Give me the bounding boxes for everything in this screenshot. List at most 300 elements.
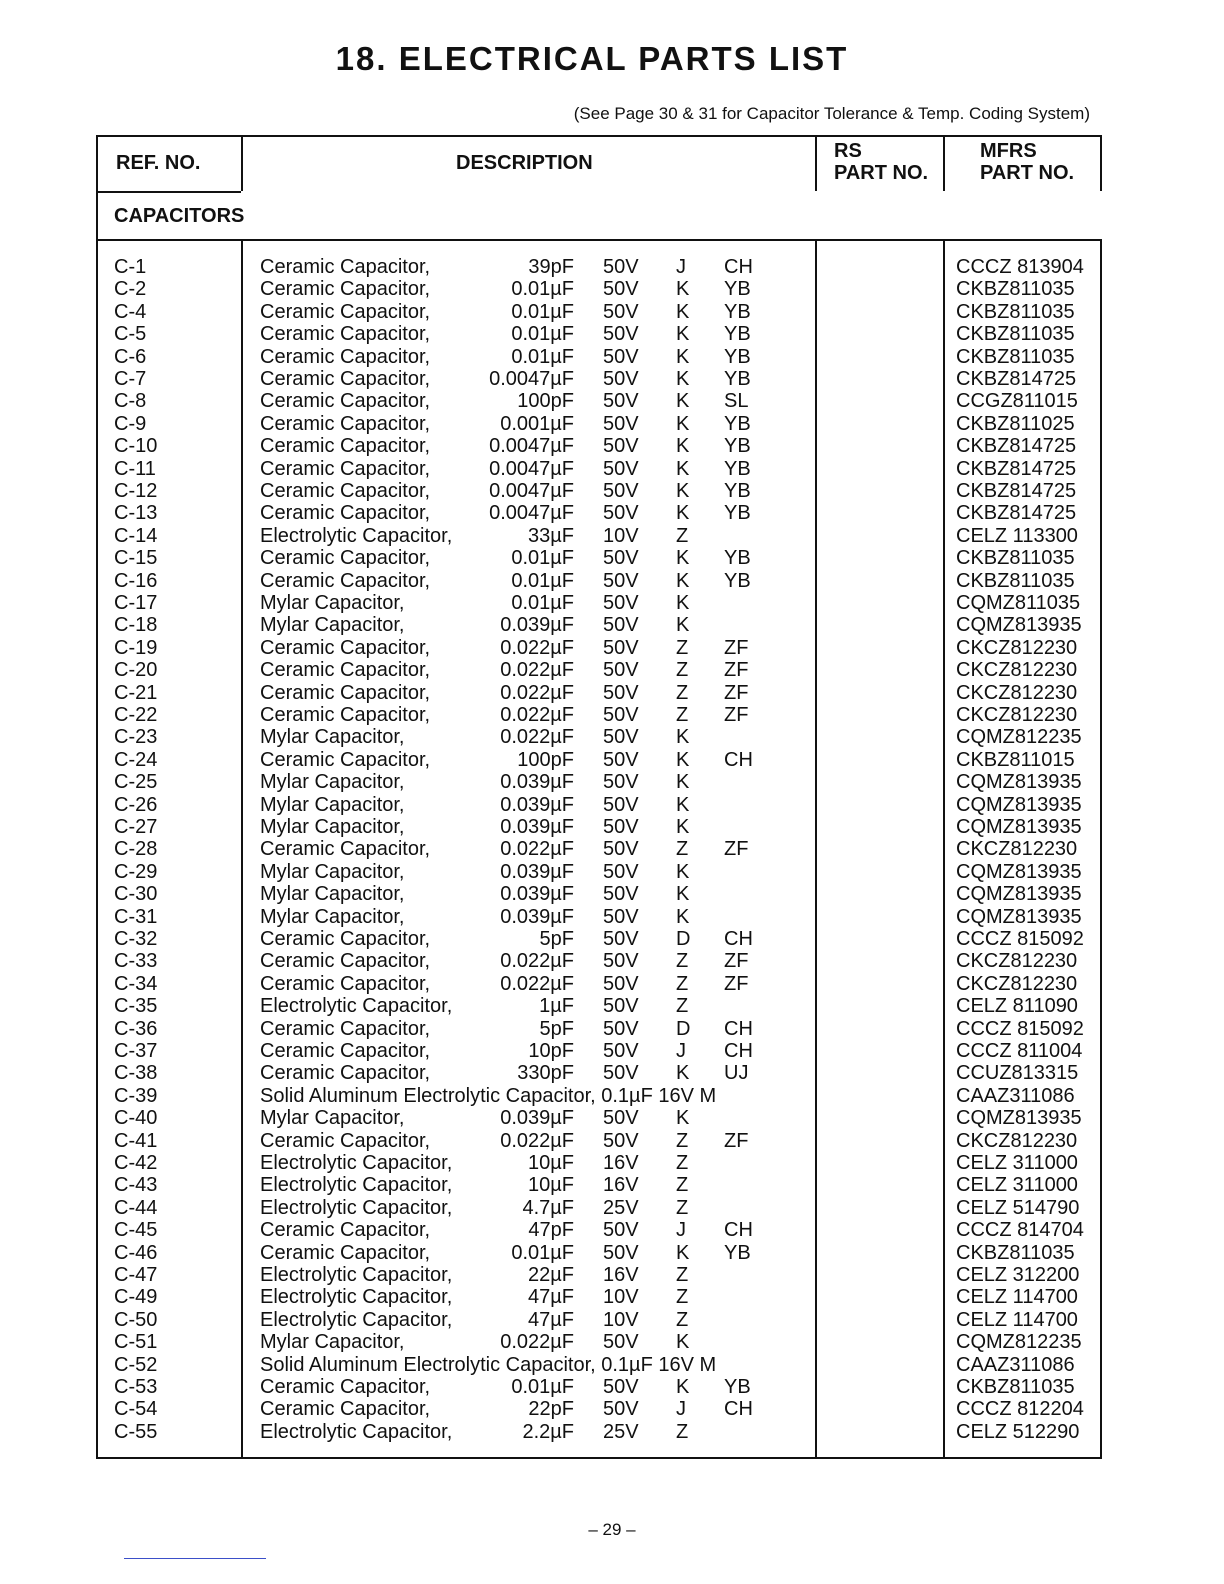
cell-voltage: 50V <box>603 704 639 726</box>
cell-tolerance: Z <box>676 1308 689 1331</box>
cell-mfrs-part-no: CELZ 514790 <box>956 1196 1080 1219</box>
cell-value: 0.039µF <box>500 883 574 906</box>
cell-value: 330pF <box>517 1062 574 1085</box>
cell-description: Mylar Capacitor, <box>260 1331 405 1354</box>
cell-ref-no: C-32 <box>114 928 158 950</box>
cell-value: 0.039µF <box>500 860 574 883</box>
cell-tolerance: Z <box>676 950 689 973</box>
cell-description: Mylar Capacitor, <box>260 905 405 928</box>
cell-description: Ceramic Capacitor, <box>260 457 431 480</box>
cell-mfrs-part-no: CKBZ811035 <box>956 569 1075 592</box>
cell-temp-code: ZF <box>724 838 749 861</box>
cell-value: 0.01µF <box>511 1376 574 1398</box>
cell-mfrs-part-no: CQMZ813935 <box>956 771 1082 794</box>
cell-mfrs-part-no: CAAZ311086 <box>956 1084 1075 1107</box>
cell-description: Electrolytic Capacitor, <box>260 1420 453 1443</box>
cell-ref-no: C-13 <box>114 502 158 525</box>
table-row <box>98 1219 1100 1241</box>
cell-tolerance: K <box>676 793 690 816</box>
cell-value: 0.022µF <box>500 950 574 973</box>
cell-value: 47µF <box>528 1308 574 1331</box>
cell-description: Ceramic Capacitor, <box>260 636 431 659</box>
cell-description: Ceramic Capacitor, <box>260 950 431 973</box>
cell-ref-no: C-29 <box>114 860 158 883</box>
table-row <box>98 1062 1100 1084</box>
cell-ref-no: C-43 <box>114 1174 158 1197</box>
cell-description: Electrolytic Capacitor, <box>260 1174 453 1197</box>
table-row <box>98 1197 1100 1219</box>
cell-description: Ceramic Capacitor, <box>260 480 431 502</box>
cell-voltage: 50V <box>603 883 639 906</box>
cell-tolerance: K <box>676 412 690 435</box>
cell-tolerance: K <box>676 300 690 323</box>
cell-temp-code: YB <box>724 480 751 502</box>
cell-ref-no: C-36 <box>114 1017 158 1040</box>
cell-tolerance: K <box>676 278 690 301</box>
cell-ref-no: C-40 <box>114 1107 158 1130</box>
cell-voltage: 50V <box>603 726 639 749</box>
cell-mfrs-part-no: CCCZ 815092 <box>956 1017 1084 1040</box>
table-row <box>98 1130 1100 1152</box>
cell-voltage: 50V <box>603 323 639 346</box>
col-divider-desc-top <box>815 137 817 191</box>
cell-temp-code: CH <box>724 1040 753 1062</box>
cell-description: Ceramic Capacitor, <box>260 278 431 301</box>
cell-tolerance: K <box>676 547 690 570</box>
table-row <box>98 1398 1100 1420</box>
cell-ref-no: C-1 <box>114 256 147 278</box>
table-row <box>98 570 1100 592</box>
cell-description: Ceramic Capacitor, <box>260 928 431 950</box>
cell-ref-no: C-10 <box>114 435 158 458</box>
table-row <box>98 346 1100 368</box>
cell-temp-code: CH <box>724 748 753 771</box>
cell-tolerance: J <box>676 1398 686 1421</box>
cell-voltage: 50V <box>603 1241 639 1264</box>
cell-value: 0.001µF <box>500 412 574 435</box>
cell-temp-code: ZF <box>724 681 749 704</box>
cell-description: Electrolytic Capacitor, <box>260 1264 453 1286</box>
cell-tolerance: Z <box>676 838 689 861</box>
cell-temp-code: ZF <box>724 704 749 726</box>
table-row <box>98 1152 1100 1174</box>
cell-tolerance: K <box>676 502 690 525</box>
cell-value: 4.7µF <box>522 1196 574 1219</box>
cell-ref-no: C-2 <box>114 278 147 301</box>
table-row <box>98 1242 1100 1264</box>
table-row <box>98 771 1100 793</box>
cell-voltage: 16V <box>603 1264 639 1286</box>
section-band <box>241 191 1121 239</box>
table-row <box>98 637 1100 659</box>
cell-ref-no: C-45 <box>114 1219 158 1242</box>
cell-voltage: 50V <box>603 592 639 614</box>
cell-description: Ceramic Capacitor, <box>260 659 431 682</box>
cell-ref-no: C-16 <box>114 569 158 592</box>
cell-ref-no: C-44 <box>114 1196 158 1219</box>
cell-description: Ceramic Capacitor, <box>260 1398 431 1421</box>
cell-description: Ceramic Capacitor, <box>260 1129 431 1152</box>
cell-voltage: 50V <box>603 1398 639 1421</box>
cell-value: 0.0047µF <box>489 502 574 525</box>
cell-description: Ceramic Capacitor, <box>260 345 431 368</box>
table-row <box>98 1174 1100 1196</box>
cell-description: Solid Aluminum Electrolytic Capacitor, 0.1µF 16V M <box>260 1353 717 1376</box>
table-row <box>98 323 1100 345</box>
cell-voltage: 50V <box>603 614 639 637</box>
cell-voltage: 50V <box>603 905 639 928</box>
cell-ref-no: C-17 <box>114 592 158 614</box>
table-row <box>98 547 1100 569</box>
cell-description: Electrolytic Capacitor, <box>260 1286 453 1309</box>
cell-ref-no: C-18 <box>114 614 158 637</box>
cell-value: 0.01µF <box>511 345 574 368</box>
cell-description: Ceramic Capacitor, <box>260 1017 431 1040</box>
cell-mfrs-part-no: CQMZ813935 <box>956 883 1082 906</box>
cell-voltage: 50V <box>603 950 639 973</box>
cell-value: 0.022µF <box>500 972 574 995</box>
cell-voltage: 50V <box>603 390 639 413</box>
table-row <box>98 1018 1100 1040</box>
cell-mfrs-part-no: CELZ 114700 <box>956 1286 1078 1309</box>
cell-mfrs-part-no: CKCZ812230 <box>956 636 1078 659</box>
cell-tolerance: K <box>676 860 690 883</box>
cell-tolerance: K <box>676 457 690 480</box>
cell-mfrs-part-no: CQMZ813935 <box>956 1107 1082 1130</box>
cell-voltage: 10V <box>603 1286 639 1309</box>
cell-voltage: 50V <box>603 1107 639 1130</box>
cell-tolerance: K <box>676 1062 690 1085</box>
cell-ref-no: C-34 <box>114 972 158 995</box>
cell-voltage: 50V <box>603 368 639 390</box>
cell-description: Ceramic Capacitor, <box>260 681 431 704</box>
cell-tolerance: K <box>676 1376 690 1398</box>
cell-ref-no: C-19 <box>114 636 158 659</box>
cell-voltage: 25V <box>603 1420 639 1443</box>
cell-voltage: 50V <box>603 412 639 435</box>
cell-mfrs-part-no: CCCZ 812204 <box>956 1398 1084 1421</box>
cell-ref-no: C-35 <box>114 995 158 1018</box>
cell-mfrs-part-no: CKCZ812230 <box>956 950 1078 973</box>
cell-value: 0.039µF <box>500 816 574 838</box>
cell-temp-code: ZF <box>724 1129 749 1152</box>
table-row <box>98 256 1100 278</box>
table-row <box>98 614 1100 636</box>
cell-value: 10pF <box>528 1040 574 1062</box>
cell-voltage: 50V <box>603 300 639 323</box>
cell-ref-no: C-4 <box>114 300 147 323</box>
cell-ref-no: C-46 <box>114 1241 158 1264</box>
cell-tolerance: K <box>676 345 690 368</box>
cell-value: 0.022µF <box>500 681 574 704</box>
cell-mfrs-part-no: CCUZ813315 <box>956 1062 1079 1085</box>
cell-value: 0.022µF <box>500 704 574 726</box>
cell-value: 0.01µF <box>511 592 574 614</box>
table-row <box>98 1264 1100 1286</box>
cell-ref-no: C-14 <box>114 524 158 547</box>
cell-mfrs-part-no: CKBZ814725 <box>956 480 1077 502</box>
cell-mfrs-part-no: CQMZ813935 <box>956 860 1082 883</box>
table-row <box>98 1376 1100 1398</box>
cell-voltage: 50V <box>603 278 639 301</box>
cell-temp-code: YB <box>724 502 751 525</box>
cell-temp-code: YB <box>724 345 751 368</box>
cell-value: 100pF <box>517 748 574 771</box>
cell-tolerance: K <box>676 1107 690 1130</box>
cell-description: Ceramic Capacitor, <box>260 1241 431 1264</box>
table-row <box>98 502 1100 524</box>
cell-description: Ceramic Capacitor, <box>260 748 431 771</box>
cell-mfrs-part-no: CQMZ813935 <box>956 793 1082 816</box>
cell-description: Electrolytic Capacitor, <box>260 1308 453 1331</box>
cell-tolerance: Z <box>676 659 689 682</box>
cell-tolerance: K <box>676 390 690 413</box>
table-row <box>98 973 1100 995</box>
cell-voltage: 25V <box>603 1196 639 1219</box>
cell-value: 0.039µF <box>500 771 574 794</box>
cell-temp-code: ZF <box>724 659 749 682</box>
cell-voltage: 50V <box>603 480 639 502</box>
cell-description: Ceramic Capacitor, <box>260 256 431 278</box>
cell-value: 0.01µF <box>511 547 574 570</box>
cell-description: Ceramic Capacitor, <box>260 1062 431 1085</box>
cell-voltage: 50V <box>603 1062 639 1085</box>
cell-value: 47pF <box>528 1219 574 1242</box>
cell-temp-code: YB <box>724 323 751 346</box>
cell-description: Ceramic Capacitor, <box>260 502 431 525</box>
cell-ref-no: C-7 <box>114 368 147 390</box>
cell-description: Ceramic Capacitor, <box>260 1040 431 1062</box>
cell-value: 0.022µF <box>500 1129 574 1152</box>
cell-description: Ceramic Capacitor, <box>260 547 431 570</box>
cell-value: 0.01µF <box>511 300 574 323</box>
cell-mfrs-part-no: CQMZ812235 <box>956 726 1082 749</box>
cell-mfrs-part-no: CQMZ813935 <box>956 816 1082 838</box>
cell-ref-no: C-52 <box>114 1353 158 1376</box>
cell-description: Mylar Capacitor, <box>260 816 405 838</box>
table-row <box>98 413 1100 435</box>
table-row <box>98 592 1100 614</box>
cell-mfrs-part-no: CCCZ 813904 <box>956 256 1084 278</box>
cell-voltage: 50V <box>603 681 639 704</box>
parts-table <box>96 135 1102 1459</box>
cell-tolerance: K <box>676 368 690 390</box>
cell-mfrs-part-no: CCCZ 811004 <box>956 1040 1083 1062</box>
cell-value: 0.022µF <box>500 636 574 659</box>
cell-voltage: 50V <box>603 636 639 659</box>
table-row <box>98 906 1100 928</box>
cell-ref-no: C-6 <box>114 345 147 368</box>
cell-mfrs-part-no: CKBZ811035 <box>956 323 1075 346</box>
cell-ref-no: C-42 <box>114 1152 158 1174</box>
cell-voltage: 50V <box>603 793 639 816</box>
page-number: – 29 – <box>588 1520 636 1539</box>
cell-tolerance: Z <box>676 681 689 704</box>
table-row <box>98 1107 1100 1129</box>
cell-tolerance: K <box>676 726 690 749</box>
cell-tolerance: D <box>676 928 691 950</box>
table-row <box>98 749 1100 771</box>
cell-voltage: 10V <box>603 524 639 547</box>
cell-ref-no: C-30 <box>114 883 158 906</box>
cell-value: 33µF <box>528 524 574 547</box>
cell-voltage: 50V <box>603 748 639 771</box>
cell-tolerance: K <box>676 883 690 906</box>
cell-value: 0.039µF <box>500 1107 574 1130</box>
table-row <box>98 1309 1100 1331</box>
cell-description: Ceramic Capacitor, <box>260 390 431 413</box>
cell-mfrs-part-no: CELZ 311000 <box>956 1174 1078 1197</box>
cell-description: Solid Aluminum Electrolytic Capacitor, 0.1µF 16V M <box>260 1084 717 1107</box>
table-row <box>98 278 1100 300</box>
cell-value: 0.022µF <box>500 659 574 682</box>
cell-mfrs-part-no: CQMZ811035 <box>956 592 1081 614</box>
cell-mfrs-part-no: CKBZ814725 <box>956 435 1077 458</box>
cell-description: Ceramic Capacitor, <box>260 323 431 346</box>
cell-description: Ceramic Capacitor, <box>260 704 431 726</box>
cell-description: Ceramic Capacitor, <box>260 435 431 458</box>
table-row <box>98 390 1100 412</box>
cell-value: 0.01µF <box>511 1241 574 1264</box>
cell-temp-code: YB <box>724 1241 751 1264</box>
cell-tolerance: K <box>676 569 690 592</box>
cell-ref-no: C-39 <box>114 1084 158 1107</box>
table-row <box>98 659 1100 681</box>
cell-tolerance: Z <box>676 1174 689 1197</box>
cell-mfrs-part-no: CKBZ814725 <box>956 502 1077 525</box>
cell-value: 22pF <box>528 1398 574 1421</box>
cell-mfrs-part-no: CQMZ812235 <box>956 1331 1082 1354</box>
cell-temp-code: CH <box>724 1398 753 1421</box>
cell-voltage: 50V <box>603 972 639 995</box>
table-row <box>98 435 1100 457</box>
cell-ref-no: C-22 <box>114 704 158 726</box>
cell-ref-no: C-50 <box>114 1308 158 1331</box>
page-title: 18. ELECTRICAL PARTS LIST <box>335 40 849 77</box>
cell-tolerance: Z <box>676 995 689 1018</box>
cell-value: 0.0047µF <box>489 480 574 502</box>
cell-tolerance: J <box>676 1040 686 1062</box>
cell-description: Ceramic Capacitor, <box>260 569 431 592</box>
cell-mfrs-part-no: CKBZ814725 <box>956 368 1077 390</box>
table-row <box>98 1040 1100 1062</box>
cell-voltage: 50V <box>603 771 639 794</box>
cell-value: 5pF <box>539 928 574 950</box>
cell-temp-code: CH <box>724 1017 753 1040</box>
cell-temp-code: YB <box>724 300 751 323</box>
cell-voltage: 50V <box>603 838 639 861</box>
table-row <box>98 704 1100 726</box>
header-description: DESCRIPTION <box>456 152 593 174</box>
cell-voltage: 16V <box>603 1152 639 1174</box>
cell-value: 0.039µF <box>500 614 574 637</box>
cell-tolerance: Z <box>676 1152 689 1174</box>
cell-value: 5pF <box>539 1017 574 1040</box>
cell-ref-no: C-25 <box>114 771 158 794</box>
cell-mfrs-part-no: CKBZ811035 <box>956 1376 1075 1398</box>
cell-temp-code: ZF <box>724 636 749 659</box>
header-ref-no: REF. NO. <box>116 152 201 174</box>
table-row <box>98 1085 1100 1107</box>
cell-tolerance: Z <box>676 704 689 726</box>
table-row <box>98 1421 1100 1443</box>
header-mfrs-line1: MFRS <box>980 140 1037 162</box>
cell-tolerance: K <box>676 748 690 771</box>
cell-ref-no: C-38 <box>114 1062 158 1085</box>
cell-voltage: 50V <box>603 502 639 525</box>
cell-mfrs-part-no: CKCZ812230 <box>956 972 1078 995</box>
cell-description: Electrolytic Capacitor, <box>260 1152 453 1174</box>
cell-mfrs-part-no: CKBZ811035 <box>956 278 1075 301</box>
cell-mfrs-part-no: CAAZ311086 <box>956 1353 1075 1376</box>
cell-value: 100pF <box>517 390 574 413</box>
cell-ref-no: C-15 <box>114 547 158 570</box>
cell-ref-no: C-33 <box>114 950 158 973</box>
cell-voltage: 50V <box>603 1129 639 1152</box>
section-divider <box>98 239 1100 241</box>
table-row <box>98 525 1100 547</box>
cell-mfrs-part-no: CKBZ811015 <box>956 748 1075 771</box>
cell-value: 0.0047µF <box>489 368 574 390</box>
cell-temp-code: YB <box>724 435 751 458</box>
cell-mfrs-part-no: CQMZ813935 <box>956 614 1082 637</box>
cell-voltage: 50V <box>603 345 639 368</box>
cell-tolerance: K <box>676 480 690 502</box>
cell-voltage: 50V <box>603 547 639 570</box>
cell-voltage: 50V <box>603 659 639 682</box>
table-row <box>98 883 1100 905</box>
cell-temp-code: ZF <box>724 950 749 973</box>
cell-description: Electrolytic Capacitor, <box>260 1196 453 1219</box>
cell-voltage: 50V <box>603 1219 639 1242</box>
cell-value: 0.01µF <box>511 569 574 592</box>
cell-temp-code: YB <box>724 569 751 592</box>
table-row <box>98 458 1100 480</box>
cell-ref-no: C-23 <box>114 726 158 749</box>
cell-mfrs-part-no: CKCZ812230 <box>956 1129 1078 1152</box>
cell-value: 10µF <box>528 1152 574 1174</box>
cell-tolerance: K <box>676 435 690 458</box>
cell-ref-no: C-21 <box>114 681 158 704</box>
table-row <box>98 1331 1100 1353</box>
cell-ref-no: C-47 <box>114 1264 158 1286</box>
cell-tolerance: D <box>676 1017 691 1040</box>
cell-description: Mylar Capacitor, <box>260 793 405 816</box>
table-row <box>98 1286 1100 1308</box>
cell-value: 10µF <box>528 1174 574 1197</box>
cell-description: Mylar Capacitor, <box>260 771 405 794</box>
cell-voltage: 50V <box>603 1017 639 1040</box>
cell-value: 0.022µF <box>500 726 574 749</box>
cell-voltage: 50V <box>603 435 639 458</box>
cell-value: 47µF <box>528 1286 574 1309</box>
cell-value: 2.2µF <box>522 1420 574 1443</box>
cell-description: Ceramic Capacitor, <box>260 972 431 995</box>
cell-temp-code: YB <box>724 547 751 570</box>
cell-value: 22µF <box>528 1264 574 1286</box>
cell-mfrs-part-no: CKBZ811025 <box>956 412 1075 435</box>
cell-tolerance: J <box>676 256 686 278</box>
cell-tolerance: Z <box>676 1286 689 1309</box>
cell-tolerance: Z <box>676 636 689 659</box>
cell-description: Mylar Capacitor, <box>260 614 405 637</box>
cell-description: Ceramic Capacitor, <box>260 1376 431 1398</box>
cell-temp-code: YB <box>724 278 751 301</box>
table-row <box>98 861 1100 883</box>
cell-mfrs-part-no: CKCZ812230 <box>956 704 1078 726</box>
table-row <box>98 301 1100 323</box>
cell-tolerance: K <box>676 614 690 637</box>
